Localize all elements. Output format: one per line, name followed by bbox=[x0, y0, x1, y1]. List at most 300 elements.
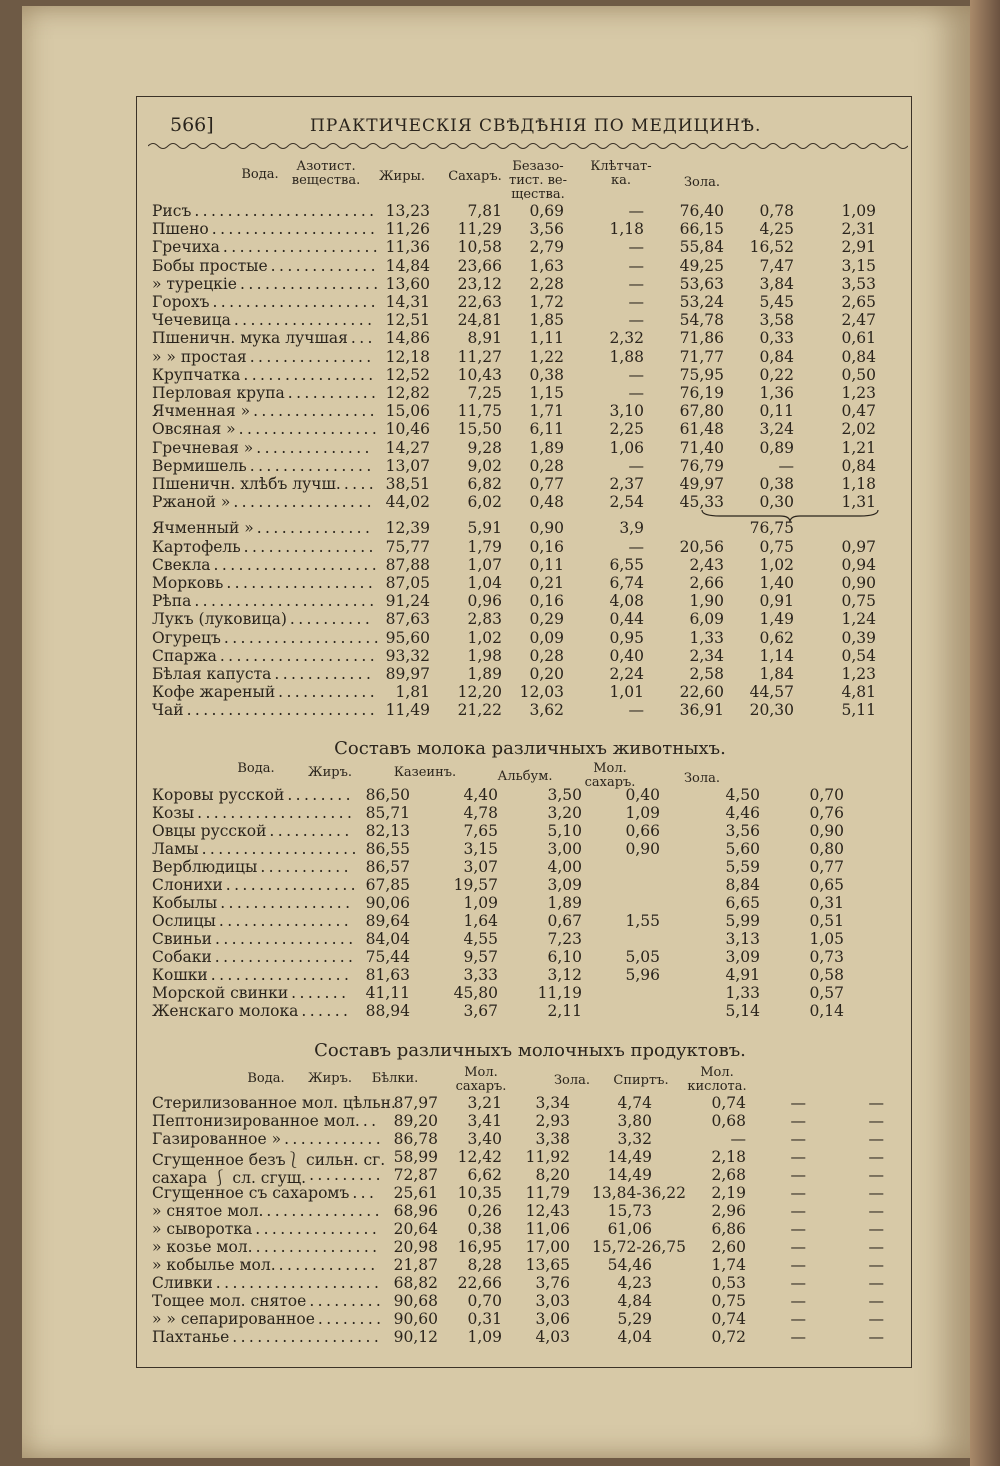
table-row bbox=[152, 366, 892, 384]
leader-dots: ............ bbox=[278, 1256, 379, 1274]
row-label: » турецкіе bbox=[152, 274, 237, 293]
table-cell: 11,06 bbox=[525, 1220, 570, 1238]
table-cell: 1,71 bbox=[529, 402, 564, 421]
table-cell: 71,86 bbox=[679, 329, 724, 348]
table-cell: 7,65 bbox=[463, 822, 498, 840]
table-cell: 1,89 bbox=[467, 665, 502, 683]
leader-dots: ............... bbox=[255, 1238, 381, 1256]
milk-section-title: Составъ молока различныхъ животныхъ. bbox=[334, 738, 726, 759]
table-cell: 86,57 bbox=[365, 858, 410, 876]
row-label: Свекла bbox=[152, 555, 211, 574]
table-cell: — bbox=[868, 1292, 884, 1310]
table-row bbox=[152, 1310, 892, 1328]
table-row bbox=[152, 665, 892, 683]
table-cell: 90,06 bbox=[365, 894, 410, 912]
table-cell: 0,33 bbox=[759, 329, 794, 348]
table-cell: 0,74 bbox=[711, 1310, 746, 1328]
table-cell: 67,85 bbox=[365, 876, 410, 894]
table-cell: 93,32 bbox=[385, 646, 430, 665]
table-cell: 1,40 bbox=[759, 574, 794, 592]
leader-dots: .............. bbox=[266, 1202, 383, 1220]
leader-dots: ............... bbox=[253, 402, 378, 421]
table-cell: 3,34 bbox=[535, 1094, 570, 1112]
leader-dots: ................ bbox=[225, 876, 360, 894]
table-row bbox=[152, 876, 892, 894]
table-row bbox=[152, 1328, 892, 1346]
table-cell: 4,25 bbox=[759, 220, 794, 239]
table-cell: — bbox=[868, 1202, 884, 1220]
table-row bbox=[152, 1184, 892, 1202]
table-row bbox=[152, 556, 892, 574]
table-cell: 15,72-26,75 bbox=[592, 1238, 686, 1256]
table-cell: 86,50 bbox=[365, 786, 410, 804]
table-cell: 0,90 bbox=[529, 519, 564, 538]
table-cell: — bbox=[868, 1220, 884, 1238]
table-cell: 4,08 bbox=[609, 592, 644, 611]
table-cell: 68,96 bbox=[393, 1202, 438, 1220]
table-cell: 61,48 bbox=[679, 420, 724, 439]
table-cell: 11,49 bbox=[385, 701, 430, 720]
row-label: Кошки bbox=[152, 966, 208, 984]
row-label: сахара ⎰ сл. сгущ. bbox=[152, 1169, 307, 1187]
table-cell: 0,80 bbox=[809, 840, 844, 858]
table-cell: 44,02 bbox=[385, 493, 430, 512]
column-header: Клѣтчат-ка. bbox=[590, 159, 652, 188]
column-header: Вода. bbox=[237, 761, 275, 776]
table-cell: 20,98 bbox=[393, 1238, 438, 1256]
table-cell: 1,04 bbox=[467, 574, 502, 592]
table-cell: 13,23 bbox=[385, 202, 430, 220]
table-cell: 72,87 bbox=[393, 1166, 438, 1184]
column-header: Жиры. bbox=[378, 169, 426, 184]
leader-dots: .................... bbox=[215, 1274, 383, 1292]
table-cell: 0,84 bbox=[841, 456, 876, 475]
column-header: Вода. bbox=[247, 1071, 285, 1086]
table-cell: — bbox=[790, 1112, 806, 1130]
table-cell: 12,42 bbox=[457, 1148, 502, 1166]
table-cell: 1,31 bbox=[841, 493, 876, 512]
table-cell: 22,66 bbox=[457, 1274, 502, 1292]
table-row bbox=[152, 220, 892, 238]
table-cell: 16,52 bbox=[749, 238, 794, 257]
table-cell: 7,81 bbox=[467, 202, 502, 220]
table-cell: — bbox=[868, 1112, 884, 1130]
table-cell: 11,79 bbox=[525, 1184, 570, 1202]
table-cell: 5,11 bbox=[841, 701, 876, 720]
table-row bbox=[152, 202, 892, 220]
table-cell: 1,81 bbox=[395, 683, 430, 702]
row-label: Пептонизированное мол. bbox=[152, 1112, 360, 1130]
table-row bbox=[152, 538, 892, 556]
table-cell: 3,41 bbox=[467, 1112, 502, 1130]
table-row bbox=[152, 629, 892, 647]
column-header: Зола. bbox=[553, 1073, 591, 1088]
table-cell: 3,20 bbox=[547, 804, 582, 822]
table-cell: 7,25 bbox=[467, 384, 502, 402]
table-cell: — bbox=[868, 1184, 884, 1202]
table-row bbox=[152, 1202, 892, 1220]
table-cell: 0,16 bbox=[529, 537, 564, 556]
row-label: Тощее мол. снятое bbox=[152, 1292, 307, 1310]
table-cell: 71,77 bbox=[679, 347, 724, 366]
table-cell: 11,26 bbox=[385, 220, 430, 239]
table-cell: 7,23 bbox=[547, 930, 582, 948]
table-row bbox=[152, 610, 892, 628]
leader-dots: ............... bbox=[249, 456, 375, 475]
table-row bbox=[152, 439, 892, 457]
table-cell: 4,74 bbox=[617, 1094, 652, 1112]
table-cell: 6,02 bbox=[467, 493, 502, 512]
leader-dots: ................... bbox=[197, 804, 356, 822]
table-cell: 19,57 bbox=[453, 876, 498, 894]
row-label: Газированное » bbox=[152, 1130, 282, 1148]
table-cell: 2,02 bbox=[841, 420, 876, 439]
table-cell: 2,68 bbox=[711, 1166, 746, 1184]
table-cell: 1,15 bbox=[529, 384, 564, 402]
table-cell: 86,55 bbox=[365, 840, 410, 858]
table-cell: 0,75 bbox=[711, 1292, 746, 1310]
table-cell: 6,82 bbox=[467, 475, 502, 493]
table-cell: 90,60 bbox=[393, 1310, 438, 1328]
table-cell: 2,25 bbox=[609, 420, 644, 439]
table-cell: 12,51 bbox=[385, 311, 430, 330]
table-row bbox=[152, 647, 892, 665]
table-cell: — bbox=[868, 1256, 884, 1274]
page-edge bbox=[970, 0, 1000, 1466]
table-cell: 2,79 bbox=[529, 238, 564, 257]
row-label: Ячменная » bbox=[152, 402, 251, 421]
table-row bbox=[152, 966, 892, 984]
table-cell: 0,57 bbox=[809, 984, 844, 1002]
table-cell: 1,09 bbox=[463, 894, 498, 912]
table-row bbox=[152, 238, 892, 256]
table-cell: 12,39 bbox=[385, 519, 430, 538]
table-cell: 4,03 bbox=[535, 1328, 570, 1346]
leader-dots: ................. bbox=[210, 966, 353, 984]
table-cell: 1,89 bbox=[547, 894, 582, 912]
row-label: Вермишель bbox=[152, 456, 247, 475]
table-row bbox=[152, 1292, 892, 1310]
table-cell: — bbox=[790, 1166, 806, 1184]
table-cell: 2,60 bbox=[711, 1238, 746, 1256]
row-label: Пшеничн. мука лучшая bbox=[152, 329, 348, 348]
table-cell: 21,22 bbox=[457, 701, 502, 720]
table-cell: 8,28 bbox=[467, 1256, 502, 1274]
table-row bbox=[152, 683, 892, 701]
table-cell: — bbox=[790, 1202, 806, 1220]
table-cell: — bbox=[628, 238, 644, 257]
row-label: Крупчатка bbox=[152, 365, 241, 384]
table-row bbox=[152, 348, 892, 366]
table-row bbox=[152, 329, 892, 347]
leader-dots: .......... bbox=[269, 822, 353, 840]
row-label: Пшено bbox=[152, 220, 209, 239]
row-label: Чечевица bbox=[152, 311, 231, 330]
leader-dots: ................. bbox=[238, 420, 381, 439]
table-cell: — bbox=[628, 256, 644, 275]
table-cell: 1,05 bbox=[809, 930, 844, 948]
table-cell: 0,28 bbox=[529, 456, 564, 475]
table-cell: 11,92 bbox=[525, 1148, 570, 1166]
table-cell: 1,18 bbox=[841, 475, 876, 493]
table-cell: 0,77 bbox=[809, 858, 844, 876]
table-cell: 44,57 bbox=[749, 683, 794, 702]
table-cell: 2,58 bbox=[689, 665, 724, 683]
table-cell: 15,06 bbox=[385, 402, 430, 421]
table-cell: 1,84 bbox=[759, 665, 794, 683]
leader-dots: ............ bbox=[284, 1130, 385, 1148]
table-cell: 11,29 bbox=[457, 220, 502, 239]
table-cell: — bbox=[628, 384, 644, 402]
leader-dots: ................. bbox=[233, 311, 376, 330]
table-cell: — bbox=[628, 456, 644, 475]
column-header: Казеинъ. bbox=[393, 765, 457, 780]
table-cell: 0,44 bbox=[609, 610, 644, 629]
leader-dots: ........... bbox=[260, 858, 352, 876]
column-header: Жиръ. bbox=[308, 765, 352, 780]
table-cell: 1,09 bbox=[467, 1328, 502, 1346]
row-label: Кофе жареный bbox=[152, 683, 276, 702]
table-cell: 12,82 bbox=[385, 384, 430, 402]
table-cell: 85,71 bbox=[365, 804, 410, 822]
table-cell: — bbox=[790, 1094, 806, 1112]
table-cell: 0,51 bbox=[809, 912, 844, 930]
table-cell: 1,98 bbox=[467, 646, 502, 665]
table-row bbox=[152, 786, 892, 804]
table-row bbox=[152, 701, 892, 719]
table-cell: 0,96 bbox=[467, 592, 502, 611]
table-cell: 0,90 bbox=[625, 840, 660, 858]
table-cell: 82,13 bbox=[365, 822, 410, 840]
table-cell: — bbox=[790, 1256, 806, 1274]
table-cell: 2,91 bbox=[841, 238, 876, 257]
leader-dots: .. bbox=[362, 1112, 380, 1130]
table-row bbox=[152, 1002, 892, 1020]
leader-dots: ............... bbox=[249, 347, 375, 366]
row-label: Рисъ bbox=[152, 202, 192, 220]
column-header: Спиртъ. bbox=[613, 1073, 669, 1088]
table-cell: — bbox=[790, 1238, 806, 1256]
table-cell: 0,38 bbox=[467, 1220, 502, 1238]
table-cell: 13,07 bbox=[385, 456, 430, 475]
table-row bbox=[152, 592, 892, 610]
table-cell: — bbox=[790, 1220, 806, 1238]
table-row bbox=[152, 275, 892, 293]
table-cell: 5,05 bbox=[625, 948, 660, 966]
table-cell: — bbox=[730, 1130, 746, 1148]
table-cell: 0,40 bbox=[625, 786, 660, 804]
table-cell: — bbox=[868, 1130, 884, 1148]
leader-dots: .................... bbox=[213, 555, 381, 574]
table-cell: 16,95 bbox=[457, 1238, 502, 1256]
row-label: Гречневая » bbox=[152, 438, 254, 457]
table-cell: 1,63 bbox=[529, 256, 564, 275]
table-cell: 75,44 bbox=[365, 948, 410, 966]
column-header: Вода. bbox=[241, 167, 279, 182]
leader-dots: .............. bbox=[256, 438, 373, 457]
table-cell: 0,72 bbox=[711, 1328, 746, 1346]
table-cell: 76,40 bbox=[679, 202, 724, 220]
table-cell: 76,79 bbox=[679, 456, 724, 475]
row-label: Коровы русской bbox=[152, 786, 285, 804]
table-cell: 71,40 bbox=[679, 438, 724, 457]
table-row bbox=[152, 384, 892, 402]
table-cell: 1,23 bbox=[841, 384, 876, 402]
table-cell: 3,40 bbox=[467, 1130, 502, 1148]
table-cell: — bbox=[868, 1238, 884, 1256]
row-label: Сливки bbox=[152, 1274, 213, 1292]
leader-dots: ................... bbox=[223, 628, 383, 647]
table-cell: 3,56 bbox=[529, 220, 564, 239]
row-label: Козы bbox=[152, 804, 195, 822]
table-cell: 12,18 bbox=[385, 347, 430, 366]
table-cell: — bbox=[790, 1328, 806, 1346]
table-cell: 10,58 bbox=[457, 238, 502, 257]
table-cell: — bbox=[628, 701, 644, 720]
table-cell: 1,49 bbox=[759, 610, 794, 629]
table-cell: 2,65 bbox=[841, 293, 876, 311]
table-cell: 22,63 bbox=[457, 293, 502, 311]
table-cell: 76,19 bbox=[679, 384, 724, 402]
table-cell: 2,83 bbox=[467, 610, 502, 629]
table-cell: 8,20 bbox=[535, 1166, 570, 1184]
table-cell: 13,65 bbox=[525, 1256, 570, 1274]
table-cell: 0,70 bbox=[467, 1292, 502, 1310]
table-cell: 0,30 bbox=[759, 493, 794, 512]
row-label: Бѣлая капуста bbox=[152, 665, 272, 683]
leader-dots: ...................... bbox=[194, 202, 378, 220]
table-cell: 0,84 bbox=[759, 347, 794, 366]
table-row bbox=[152, 948, 892, 966]
table-cell: 0,90 bbox=[841, 574, 876, 592]
row-label: » сыворотка bbox=[152, 1220, 253, 1238]
table-cell: 1,90 bbox=[689, 592, 724, 611]
row-label: Верблюдицы bbox=[152, 858, 258, 876]
table-cell: 3,21 bbox=[467, 1094, 502, 1112]
table-cell: 0,09 bbox=[529, 628, 564, 647]
table-cell: 4,81 bbox=[841, 683, 876, 702]
table-cell: 4,46 bbox=[725, 804, 760, 822]
table-cell: 45,80 bbox=[453, 984, 498, 1002]
table-cell: 0,95 bbox=[609, 628, 644, 647]
table-cell: 4,23 bbox=[617, 1274, 652, 1292]
table-cell: 3,9 bbox=[619, 519, 644, 538]
row-label: Ламы bbox=[152, 840, 199, 858]
table-cell: 68,82 bbox=[393, 1274, 438, 1292]
table-cell: 0,16 bbox=[529, 592, 564, 611]
table-cell: 3,24 bbox=[759, 420, 794, 439]
row-label: Сгущенное съ сахаромъ bbox=[152, 1184, 350, 1202]
dairy-section-title: Составъ различныхъ молочныхъ продуктовъ. bbox=[314, 1040, 746, 1061]
table-cell: 17,00 bbox=[525, 1238, 570, 1256]
table-cell: 84,04 bbox=[365, 930, 410, 948]
table-cell: 0,66 bbox=[625, 822, 660, 840]
table-cell: 1,23 bbox=[841, 665, 876, 683]
table-cell: 1,79 bbox=[467, 537, 502, 556]
column-header: Азотист. вещества. bbox=[291, 159, 361, 188]
table-cell: 54,78 bbox=[679, 311, 724, 330]
table-cell: 9,57 bbox=[463, 948, 498, 966]
table-cell: 6,65 bbox=[725, 894, 760, 912]
table-cell: 36,91 bbox=[679, 701, 724, 720]
table-cell: 14,27 bbox=[385, 438, 430, 457]
table-cell: 0,69 bbox=[529, 202, 564, 220]
table-cell: 75,95 bbox=[679, 365, 724, 384]
table-cell: 1,09 bbox=[625, 804, 660, 822]
table-cell: 0,22 bbox=[759, 365, 794, 384]
table-cell: — bbox=[790, 1292, 806, 1310]
table-cell: 23,66 bbox=[457, 256, 502, 275]
table-row bbox=[152, 1112, 892, 1130]
table-row bbox=[152, 475, 892, 493]
table-cell: 6,10 bbox=[547, 948, 582, 966]
table-cell: 0,75 bbox=[759, 537, 794, 556]
table-cell: 0,47 bbox=[841, 402, 876, 421]
table-cell: 88,94 bbox=[365, 1002, 410, 1020]
table-cell: — bbox=[868, 1166, 884, 1184]
table-cell: 91,24 bbox=[385, 592, 430, 611]
table-row bbox=[152, 574, 892, 592]
table-cell: 5,10 bbox=[547, 822, 582, 840]
table-cell: 20,64 bbox=[393, 1220, 438, 1238]
column-header: Альбум. bbox=[497, 769, 553, 784]
table-cell: 0,14 bbox=[809, 1002, 844, 1020]
table-cell: 10,43 bbox=[457, 365, 502, 384]
table-cell: 1,24 bbox=[841, 610, 876, 629]
table-cell: 2,32 bbox=[609, 329, 644, 348]
table-cell: 0,11 bbox=[529, 555, 564, 574]
table-cell: 87,63 bbox=[385, 610, 430, 629]
leader-dots: .................. bbox=[226, 574, 377, 592]
table-cell: 6,55 bbox=[609, 555, 644, 574]
table-cell: 0,84 bbox=[841, 347, 876, 366]
column-header: Сахаръ. bbox=[448, 169, 502, 184]
leader-dots: .............. bbox=[256, 519, 374, 538]
table-cell: 89,20 bbox=[393, 1112, 438, 1130]
leader-dots: ........ bbox=[317, 1310, 385, 1328]
table-cell: 7,47 bbox=[759, 256, 794, 275]
table-cell: 3,80 bbox=[617, 1112, 652, 1130]
table-cell: 3,10 bbox=[609, 402, 644, 421]
table-cell: 14,84 bbox=[385, 256, 430, 275]
leader-dots: ....... bbox=[291, 984, 350, 1002]
row-label: Женскаго молока bbox=[152, 1002, 299, 1020]
table-cell: 58,99 bbox=[393, 1148, 438, 1166]
table-cell: 3,84 bbox=[759, 274, 794, 293]
table-cell: 1,21 bbox=[841, 438, 876, 457]
table-cell: 3,03 bbox=[535, 1292, 570, 1310]
row-label: Перловая крупа bbox=[152, 384, 285, 402]
table-cell: 15,50 bbox=[457, 420, 502, 439]
table-cell: 3,13 bbox=[725, 930, 760, 948]
leader-dots: ......... bbox=[309, 1166, 385, 1184]
table-cell: 49,25 bbox=[679, 256, 724, 275]
table-cell: 3,06 bbox=[535, 1310, 570, 1328]
table-cell: 0,74 bbox=[711, 1094, 746, 1112]
table-cell: 1,64 bbox=[463, 912, 498, 930]
table-cell: — bbox=[790, 1310, 806, 1328]
row-label: Стерилизованное мол. цѣльн. bbox=[152, 1094, 396, 1112]
table-cell: 11,27 bbox=[457, 347, 502, 366]
leader-dots: .................... bbox=[212, 293, 379, 311]
leader-dots: ............... bbox=[255, 1220, 381, 1238]
table-cell: — bbox=[790, 1274, 806, 1292]
table-cell: 3,07 bbox=[463, 858, 498, 876]
leader-dots: ................. bbox=[240, 274, 382, 293]
page-number: 566] bbox=[170, 114, 214, 136]
table-cell: 2,54 bbox=[609, 493, 644, 512]
table-cell: 66,15 bbox=[679, 220, 724, 239]
